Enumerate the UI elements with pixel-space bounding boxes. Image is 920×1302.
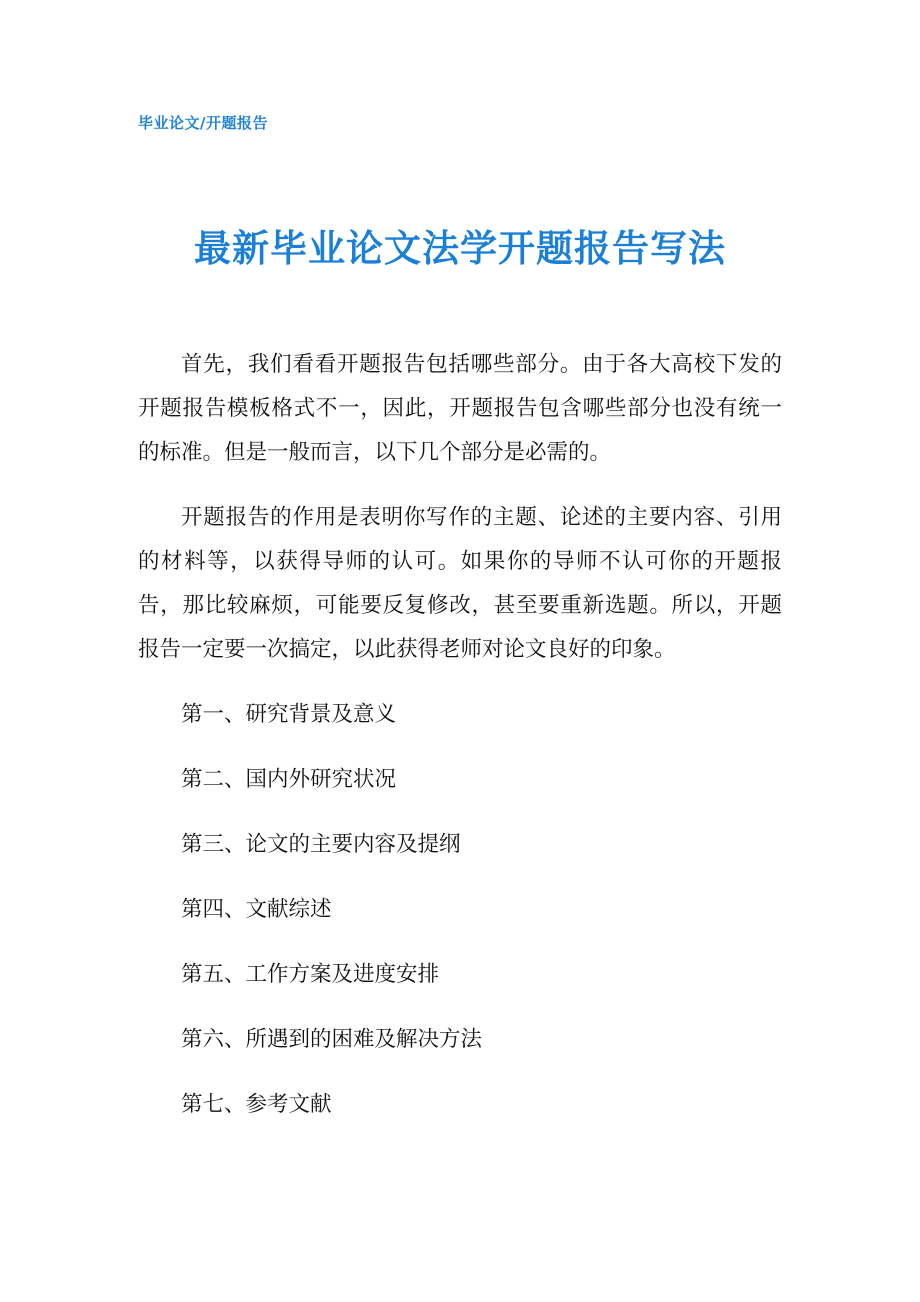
page-title: 最新毕业论文法学开题报告写法 (194, 227, 726, 270)
paragraph: 首先，我们看看开题报告包括哪些部分。由于各大高校下发的开题报告模板格式不一，因此，开题报告包含哪些部分也没有统一的标准。但是一般而言，以下几个部分是必需的。 (138, 352, 782, 465)
section-item: 第六、所遇到的困难及解决方法 (181, 1027, 483, 1052)
section-item: 第五、工作方案及进度安排 (181, 962, 440, 987)
breadcrumb: 毕业论文/开题报告 (138, 114, 268, 132)
section-item: 第三、论文的主要内容及提纲 (181, 832, 461, 857)
paragraph: 开题报告的作用是表明你写作的主题、论述的主要内容、引用的材料等，以获得导师的认可。如果你的导师不认可你的开题报告，那比较麻烦，可能要反复修改，甚至要重新选题。所以，开题报告一定要一次搞定，以此获得老师对论文良好的印象。 (138, 505, 782, 662)
section-item: 第七、参考文献 (181, 1092, 332, 1117)
section-item: 第一、研究背景及意义 (181, 702, 397, 727)
article-body (138, 343, 782, 1148)
section-item: 第四、文献综述 (181, 897, 332, 922)
section-item: 第二、国内外研究状况 (181, 767, 397, 792)
